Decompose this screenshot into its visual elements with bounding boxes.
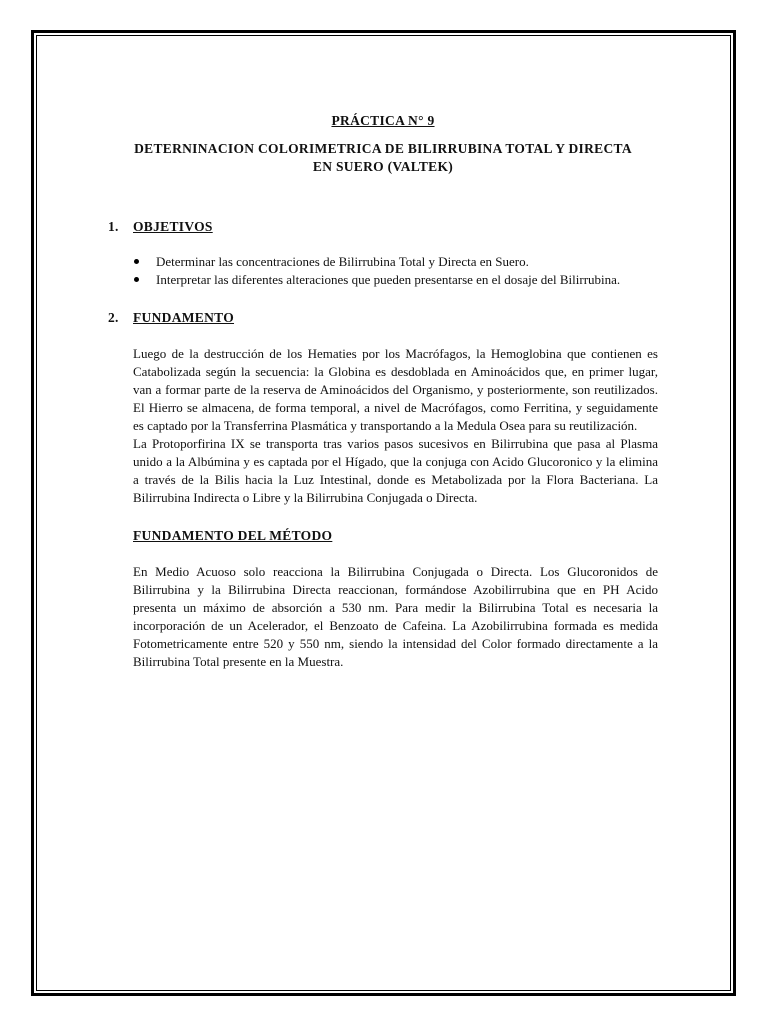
section-objetivos-heading [108, 218, 658, 236]
section-fundamento-heading [108, 309, 658, 327]
document-body [108, 112, 658, 671]
section-fundamento-metodo-heading [108, 527, 658, 545]
list-item [133, 253, 658, 271]
section-number: 2. [108, 310, 119, 325]
fundamento-paragraph-2: La Protoporfirina IX se transporta tras varios pasos sucesivos en Bilirrubina que pasa al Plasma unido a la Albúmina y es captada por el Hígado, que la conjuga con Acido Glucoronico y la elimina a través de la Bilis hacia la Luz Intestinal, donde es Metabolizada por la Flora Bacteriana. La Bilirrubina Indirecta o Libre y la Bilirrubina Conjugada o Directa. [133, 436, 658, 505]
section-title: FUNDAMENTO [133, 310, 235, 325]
practice-title: PRÁCTICA N° 9 [331, 113, 435, 128]
fundamento-paragraph-1: Luego de la destrucción de los Hematies por los Macrófagos, la Hemoglobina que contienen es Catabolizada según la secuencia: la Globina es desdoblada en Aminoácidos que, en primer lugar, van a formar parte de la reserva de Aminoácidos del Organismo, y posteriormente, son reutilizados. El Hierro se almacena, de forma temporal, a nivel de Macrófagos, como Ferritina, y seguidamente es captado por la Transferrina Plasmática y transportando a la Medula Osea para su reutilización. [133, 346, 658, 433]
section-number: 1. [108, 219, 119, 234]
objectives-list [133, 253, 658, 289]
list-item [133, 271, 658, 289]
document-title: DETERNINACION COLORIMETRICA DE BILIRRUBINA TOTAL Y DIRECTA EN SUERO (VALTEK) [134, 141, 632, 174]
bullet-icon [134, 277, 139, 282]
bullet-icon [134, 259, 139, 264]
section-title: FUNDAMENTO DEL MÉTODO [133, 528, 333, 543]
list-item-text: Interpretar las diferentes alteraciones que pueden presentarse en el dosaje del Bilirrubina. [156, 272, 621, 287]
list-item-text: Determinar las concentraciones de Bilirrubina Total y Directa en Suero. [156, 254, 529, 269]
metodo-paragraph: En Medio Acuoso solo reacciona la Bilirrubina Conjugada o Directa. Los Glucoronidos de Bilirrubina y la Bilirrubina Directa reaccionan, formándose Azobilirrubina que en PH Acido presenta un máximo de absorción a 530 nm. Para medir la Bilirrubina Total es necesaria la incorporación de un Acelerador, el Benzoato de Cafeina. La Azobilirrubina formada es medida Fotometricamente entre 520 y 550 nm, siendo la intensidad del Color formado directamente a la Bilirrubina Total presente en la Muestra. [133, 564, 658, 669]
section-title: OBJETIVOS [133, 219, 213, 234]
